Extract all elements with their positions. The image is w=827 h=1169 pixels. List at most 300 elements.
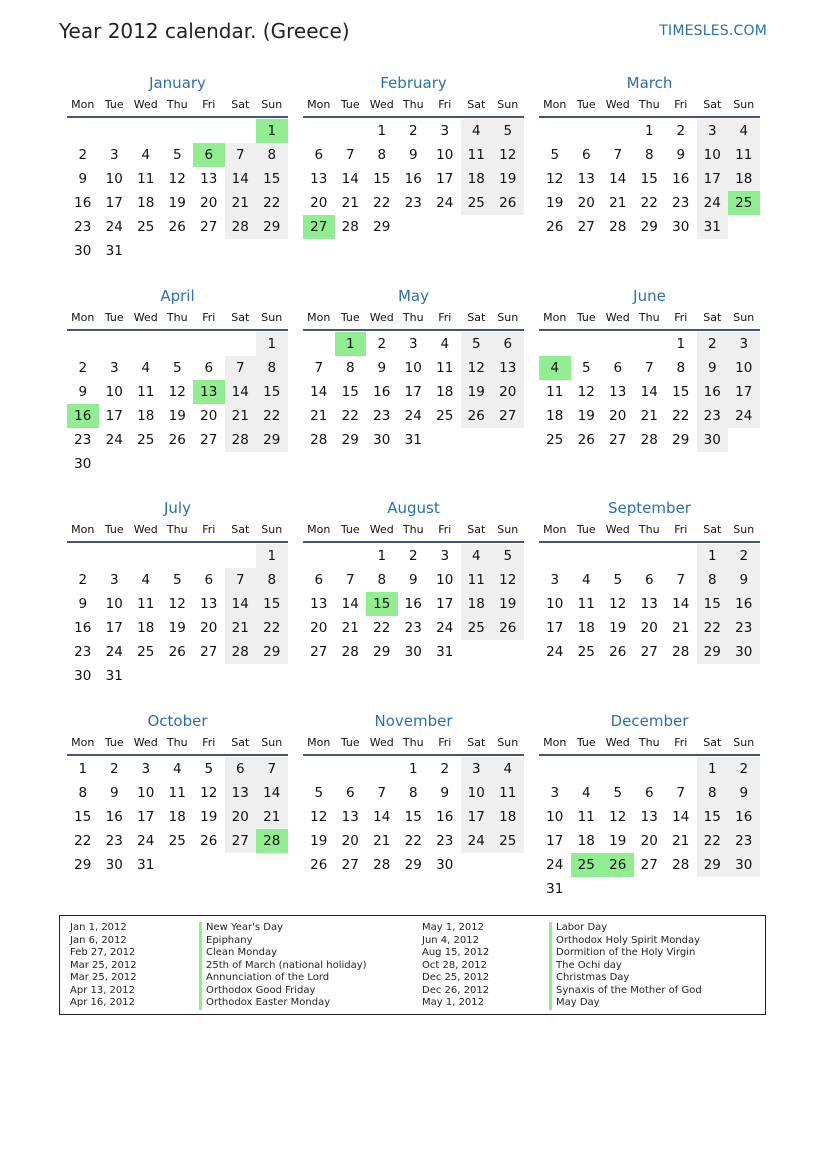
day-cell: 17 [728,380,760,404]
day-cell: 17 [105,195,123,211]
holiday-name: Annunciation of the Lord [199,972,367,985]
weekday-label: Tue [104,98,124,111]
day-cell: 4 [141,572,151,588]
day-cell: 2 [78,147,88,163]
day-cell: 21 [225,404,257,428]
empty-cell [335,544,367,568]
day-cell: 19 [168,195,186,211]
empty-cell [303,757,335,781]
weekday-label: Sat [703,98,722,111]
day-cell: 2 [440,761,450,777]
day-cell: 7 [644,360,654,376]
day-cell: 11 [137,384,155,400]
weekday-header [539,519,760,543]
weekday-label: Mon [543,523,567,536]
weekday-label: Sun [497,311,519,324]
day-cell: 27 [640,857,658,873]
day-cell: 30 [74,456,92,472]
day-cell: 30 [436,857,454,873]
day-cell: 21 [341,620,359,636]
weekday-label: Thu [638,311,660,324]
day-cell: 26 [492,191,524,215]
day-cell: 8 [377,572,387,588]
day-cell: 30 [728,640,760,664]
weekday-label: Thu [402,311,424,324]
day-cell: 15 [256,167,288,191]
day-cell: 1 [377,123,387,139]
day-cell: 31 [137,857,155,873]
weekday-label: Tue [576,98,596,111]
holiday-day-cell: 25 [571,853,603,877]
day-cell: 8 [697,568,729,592]
weekday-label: Mon [71,736,95,749]
weekday-header [303,307,524,331]
day-cell: 10 [546,809,564,825]
empty-cell [193,332,225,356]
empty-cell [571,544,603,568]
day-cell: 7 [345,572,355,588]
day-cell: 13 [200,171,218,187]
weekday-label: Mon [71,523,95,536]
day-cell: 31 [436,644,454,660]
day-cell: 29 [697,853,729,877]
day-cell: 12 [200,785,218,801]
day-cell: 26 [200,833,218,849]
day-cell: 16 [404,171,422,187]
day-cell: 22 [697,616,729,640]
weekday-label: Sat [703,523,722,536]
weekday-label: Sun [497,736,519,749]
day-cell: 6 [613,360,623,376]
day-grid [539,118,760,239]
day-cell: 23 [74,644,92,660]
weekday-label: Wed [605,98,630,111]
weekday-header [67,94,288,118]
day-cell: 26 [546,219,564,235]
weekday-label: Sat [231,311,250,324]
empty-cell [99,544,131,568]
day-cell: 11 [728,143,760,167]
day-cell: 19 [168,620,186,636]
day-cell: 5 [204,761,214,777]
weekday-label: Mon [71,98,95,111]
day-cell: 10 [546,596,564,612]
day-cell: 14 [609,171,627,187]
day-cell: 3 [141,761,151,777]
day-cell: 12 [609,809,627,825]
weekday-label: Thu [166,523,188,536]
day-cell: 21 [609,195,627,211]
day-cell: 30 [105,857,123,873]
day-cell: 13 [341,809,359,825]
weekday-label: Thu [402,523,424,536]
day-cell: 27 [310,644,328,660]
empty-cell [539,544,571,568]
day-cell: 25 [436,408,454,424]
day-cell: 27 [200,219,218,235]
holiday-name: New Year's Day [199,922,367,935]
day-cell: 15 [640,171,658,187]
day-cell: 22 [74,833,92,849]
day-grid [67,756,288,877]
day-cell: 17 [105,408,123,424]
day-cell: 18 [461,592,493,616]
day-cell: 17 [697,167,729,191]
month-july [67,497,288,688]
day-cell: 3 [728,332,760,356]
day-cell: 19 [546,195,564,211]
day-cell: 3 [440,548,450,564]
day-cell: 28 [672,644,690,660]
day-cell: 8 [78,785,88,801]
weekday-header [539,94,760,118]
weekday-label: Tue [104,736,124,749]
day-cell: 5 [492,119,524,143]
day-cell: 16 [697,380,729,404]
day-cell: 29 [256,640,288,664]
empty-cell [335,757,367,781]
holiday-day-cell: 28 [256,829,288,853]
day-cell: 17 [546,620,564,636]
day-cell: 3 [109,572,119,588]
day-cell: 8 [256,568,288,592]
day-cell: 25 [461,191,493,215]
day-cell: 13 [640,809,658,825]
day-cell: 28 [225,640,257,664]
day-cell: 7 [225,356,257,380]
day-cell: 20 [200,408,218,424]
weekday-label: Sun [733,311,755,324]
day-cell: 12 [168,596,186,612]
day-grid [67,543,288,688]
empty-cell [225,119,257,143]
day-cell: 31 [697,215,729,239]
day-cell: 2 [377,336,387,352]
day-cell: 3 [550,572,560,588]
empty-cell [67,544,99,568]
day-cell: 17 [137,809,155,825]
day-cell: 22 [640,195,658,211]
weekday-label: Tue [576,736,596,749]
empty-cell [303,332,335,356]
holiday-legend [59,915,766,1015]
day-cell: 9 [728,568,760,592]
day-cell: 29 [672,432,690,448]
day-cell: 30 [74,243,92,259]
day-cell: 14 [341,596,359,612]
day-cell: 15 [697,805,729,829]
day-cell: 24 [137,833,155,849]
day-cell: 22 [697,829,729,853]
empty-cell [225,332,257,356]
weekday-label: Mon [71,311,95,324]
day-cell: 5 [550,147,560,163]
day-cell: 5 [613,572,623,588]
day-cell: 20 [577,195,595,211]
day-cell: 18 [461,167,493,191]
weekday-header [539,732,760,756]
day-cell: 1 [644,123,654,139]
weekday-label: Sun [733,98,755,111]
holiday-date: Apr 16, 2012 [70,997,136,1008]
day-cell: 15 [341,384,359,400]
day-cell: 18 [168,809,186,825]
day-cell: 9 [78,596,88,612]
day-cell: 9 [728,781,760,805]
holiday-date: Feb 27, 2012 [70,947,136,958]
month-november [303,710,524,877]
day-cell: 17 [461,805,493,829]
day-cell: 2 [408,548,418,564]
day-cell: 11 [461,143,493,167]
day-cell: 28 [341,644,359,660]
day-cell: 6 [644,572,654,588]
weekday-label: Wed [133,311,158,324]
day-cell: 13 [310,171,328,187]
day-cell: 5 [613,785,623,801]
month-name: July [164,499,191,517]
weekday-label: Tue [576,523,596,536]
day-cell: 27 [200,644,218,660]
day-cell: 11 [577,809,595,825]
empty-cell [162,332,194,356]
day-cell: 19 [168,408,186,424]
day-cell: 23 [697,404,729,428]
day-cell: 1 [676,336,686,352]
day-cell: 10 [436,572,454,588]
day-cell: 14 [310,384,328,400]
day-cell: 26 [492,616,524,640]
day-cell: 10 [436,147,454,163]
day-cell: 3 [109,360,119,376]
weekday-label: Sat [703,311,722,324]
day-cell: 21 [672,833,690,849]
month-february [303,72,524,239]
day-cell: 13 [609,384,627,400]
weekday-label: Sat [231,523,250,536]
day-cell: 16 [672,171,690,187]
day-cell: 22 [256,404,288,428]
day-cell: 16 [74,195,92,211]
day-cell: 14 [225,167,257,191]
empty-cell [634,332,666,356]
day-cell: 2 [728,544,760,568]
weekday-label: Wed [605,523,630,536]
day-cell: 6 [225,757,257,781]
month-april [67,285,288,476]
day-cell: 29 [640,219,658,235]
day-cell: 28 [225,428,257,452]
month-december [539,710,760,901]
day-cell: 21 [672,620,690,636]
day-cell: 31 [404,432,422,448]
day-cell: 27 [609,432,627,448]
day-cell: 16 [436,809,454,825]
weekday-header [67,732,288,756]
day-cell: 27 [225,829,257,853]
day-cell: 22 [256,616,288,640]
weekday-label: Sun [733,736,755,749]
weekday-label: Mon [307,523,331,536]
holiday-name: The Ochi day [549,960,702,973]
holiday-day-cell: 1 [335,332,367,356]
day-cell: 6 [581,147,591,163]
empty-cell [335,119,367,143]
day-cell: 7 [613,147,623,163]
day-cell: 7 [345,147,355,163]
day-cell: 7 [377,785,387,801]
weekday-label: Fri [202,736,216,749]
empty-cell [130,332,162,356]
weekday-label: Wed [369,311,394,324]
day-cell: 28 [373,857,391,873]
month-name: January [149,74,206,92]
day-cell: 26 [577,432,595,448]
holiday-date: Jan 1, 2012 [70,922,127,933]
day-cell: 12 [461,356,493,380]
month-name: October [147,712,208,730]
day-cell: 25 [577,644,595,660]
day-cell: 23 [74,432,92,448]
weekday-header [67,519,288,543]
day-cell: 9 [78,171,88,187]
day-cell: 12 [577,384,595,400]
day-cell: 4 [141,147,151,163]
day-cell: 30 [404,644,422,660]
day-cell: 18 [137,408,155,424]
month-october [67,710,288,877]
day-grid [539,331,760,452]
day-cell: 9 [676,147,686,163]
day-cell: 6 [492,332,524,356]
holiday-date: Jan 6, 2012 [70,934,127,946]
day-cell: 9 [408,572,418,588]
legend-names-left [199,922,367,1010]
weekday-label: Wed [133,523,158,536]
day-cell: 14 [341,171,359,187]
weekday-label: Tue [340,311,360,324]
day-cell: 3 [697,119,729,143]
day-cell: 19 [609,620,627,636]
day-cell: 27 [492,404,524,428]
day-cell: 23 [672,195,690,211]
day-cell: 7 [225,143,257,167]
day-cell: 11 [461,568,493,592]
empty-cell [130,119,162,143]
day-cell: 27 [577,219,595,235]
day-cell: 9 [408,147,418,163]
day-cell: 9 [78,384,88,400]
weekday-label: Fri [674,523,688,536]
site-link[interactable]: TIMESLES.COM [659,23,767,39]
day-cell: 22 [373,195,391,211]
day-cell: 2 [728,757,760,781]
day-cell: 28 [609,219,627,235]
holiday-day-cell: 27 [303,215,335,239]
weekday-label: Fri [674,311,688,324]
weekday-label: Wed [369,523,394,536]
day-cell: 1 [697,544,729,568]
day-cell: 18 [546,408,564,424]
day-cell: 20 [200,620,218,636]
holiday-day-cell: 16 [67,404,99,428]
day-cell: 12 [168,384,186,400]
holiday-name: Clean Monday [199,947,367,960]
day-cell: 27 [200,432,218,448]
day-cell: 11 [137,596,155,612]
weekday-label: Wed [369,98,394,111]
empty-cell [67,119,99,143]
day-cell: 5 [314,785,324,801]
day-cell: 30 [697,428,729,452]
holiday-day-cell: 25 [728,191,760,215]
day-cell: 23 [74,219,92,235]
day-cell: 20 [341,833,359,849]
weekday-label: Thu [638,736,660,749]
day-cell: 11 [492,781,524,805]
weekday-label: Sat [467,98,486,111]
day-cell: 22 [672,408,690,424]
day-cell: 2 [408,123,418,139]
month-may [303,285,524,452]
empty-cell [99,332,131,356]
month-name: February [380,74,447,92]
day-cell: 22 [373,620,391,636]
day-cell: 17 [436,171,454,187]
day-cell: 25 [461,616,493,640]
weekday-label: Thu [166,736,188,749]
month-name: August [387,499,440,517]
day-cell: 20 [200,195,218,211]
day-cell: 1 [78,761,88,777]
day-cell: 5 [581,360,591,376]
weekday-label: Tue [104,523,124,536]
weekday-label: Mon [543,736,567,749]
holiday-name: Dormition of the Holy Virgin [549,947,702,960]
empty-cell [539,119,571,143]
month-september [539,497,760,664]
day-cell: 10 [461,781,493,805]
day-grid [303,331,524,452]
weekday-label: Sun [497,523,519,536]
day-cell: 27 [341,857,359,873]
day-cell: 5 [461,332,493,356]
day-cell: 14 [672,596,690,612]
day-cell: 17 [436,596,454,612]
weekday-label: Sat [467,736,486,749]
day-cell: 9 [377,360,387,376]
day-grid [67,331,288,476]
weekday-label: Mon [543,311,567,324]
month-name: June [633,287,666,305]
day-cell: 10 [697,143,729,167]
day-cell: 29 [74,857,92,873]
day-cell: 8 [676,360,686,376]
day-cell: 26 [310,857,328,873]
weekday-label: Fri [438,523,452,536]
day-cell: 24 [546,857,564,873]
empty-cell [366,757,398,781]
day-cell: 10 [105,596,123,612]
day-cell: 23 [728,829,760,853]
day-cell: 13 [577,171,595,187]
day-cell: 11 [436,360,454,376]
day-cell: 13 [310,596,328,612]
day-grid [303,756,524,877]
day-cell: 24 [461,829,493,853]
day-cell: 29 [404,857,422,873]
day-cell: 14 [640,384,658,400]
